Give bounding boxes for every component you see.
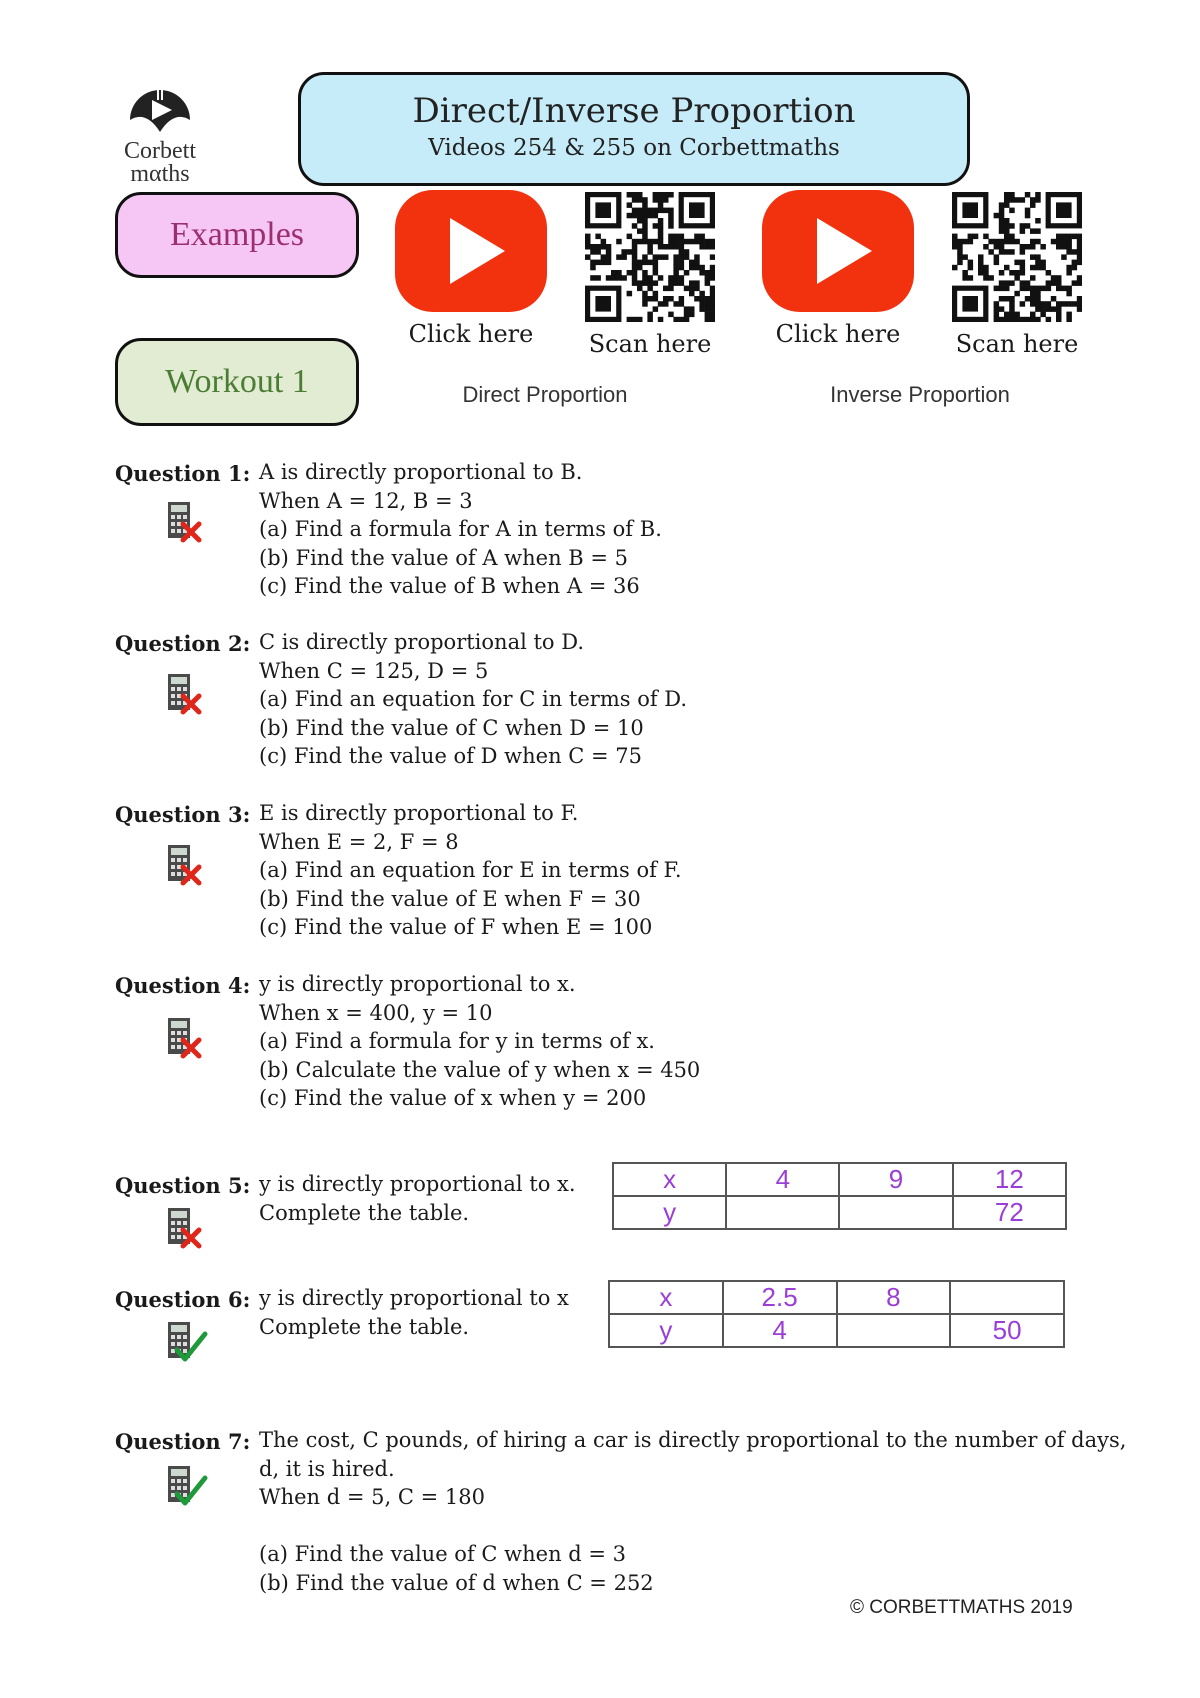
- qr-code-icon: [952, 192, 1082, 322]
- question-line: When d = 5, C = 180: [259, 1485, 485, 1509]
- question-5-text: [259, 1170, 576, 1227]
- table-cell: y: [613, 1196, 726, 1229]
- page-subtitle: Videos 254 & 255 on Corbettmaths: [428, 135, 840, 161]
- question-line: When E = 2, F = 8: [259, 829, 459, 854]
- table-cell: x: [613, 1163, 726, 1196]
- question-line: (b) Find the value of E when F = 30: [259, 886, 641, 911]
- question-line: (a) Find a formula for A in terms of B.: [259, 517, 662, 541]
- calculator-not-allowed-icon: [165, 843, 209, 887]
- question-line: Complete the table.: [259, 1314, 470, 1339]
- question-line: (b) Find the value of C when D = 10: [259, 715, 644, 740]
- table-cell: 4: [723, 1314, 837, 1347]
- question-line: d, it is hired.: [259, 1456, 395, 1481]
- table-cell: 2.5: [723, 1281, 837, 1314]
- question-line: (a) Find an equation for C in terms of D.: [259, 687, 688, 711]
- copyright: © CORBETTMATHS 2019: [850, 1597, 1073, 1618]
- page-title: Direct/Inverse Proportion: [412, 91, 856, 131]
- proportion-table: [612, 1162, 1067, 1230]
- click-here-label[interactable]: Click here: [408, 320, 534, 348]
- corbettmaths-logo: [110, 80, 210, 190]
- title-banner: [298, 72, 970, 186]
- workout-button[interactable]: Workout 1: [115, 338, 359, 426]
- question-line: (b) Find the value of d when C = 252: [259, 1570, 654, 1595]
- question-line: (a) Find the value of C when d = 3: [259, 1542, 627, 1566]
- question-4-text: [259, 970, 700, 1113]
- question-line: [259, 1512, 1126, 1541]
- table-cell: 8: [837, 1281, 951, 1314]
- question-6-text: [259, 1284, 569, 1341]
- calculator-not-allowed-icon: [165, 1016, 209, 1060]
- question-line: (c) Find the value of D when C = 75: [259, 744, 643, 768]
- calculator-not-allowed-icon: [165, 672, 209, 716]
- question-line: E is directly proportional to F.: [259, 801, 579, 825]
- table-cell: 12: [953, 1163, 1066, 1196]
- table-cell: 50: [950, 1314, 1064, 1347]
- scan-here-label: Scan here: [955, 330, 1079, 358]
- qr-code-icon: [585, 192, 715, 322]
- question-line: (c) Find the value of F when E = 100: [259, 915, 653, 939]
- question-line: (b) Calculate the value of y when x = 450: [259, 1057, 701, 1082]
- calculator-allowed-icon: [165, 1320, 209, 1364]
- logo-text-corbett: Corbett: [124, 138, 196, 164]
- question-line: A is directly proportional to B.: [259, 460, 583, 484]
- question-line: Complete the table.: [259, 1200, 470, 1225]
- table-row: [609, 1314, 1064, 1347]
- question-line: y is directly proportional to x: [259, 1286, 569, 1310]
- question-line: When x = 400, y = 10: [259, 1000, 493, 1025]
- question-line: (a) Find an equation for E in terms of F.: [259, 858, 682, 882]
- table-cell: y: [609, 1314, 723, 1347]
- question-7-text: [259, 1426, 1126, 1597]
- question-1-text: [259, 458, 662, 601]
- video-name-inverse: Inverse Proportion: [830, 382, 1010, 407]
- calculator-allowed-icon: [165, 1464, 209, 1508]
- proportion-table: [608, 1280, 1065, 1348]
- question-2-text: [259, 628, 687, 771]
- question-label: Question 7:: [115, 1429, 251, 1454]
- question-label: Question 6:: [115, 1287, 251, 1312]
- table-cell: [839, 1196, 952, 1229]
- question-line: (b) Find the value of A when B = 5: [259, 545, 629, 570]
- question-label: Question 4:: [115, 973, 251, 998]
- logo-text-maths: mαths: [130, 161, 190, 187]
- click-here-label[interactable]: Click here: [775, 320, 901, 348]
- calculator-not-allowed-icon: [165, 500, 209, 544]
- play-video-icon[interactable]: [395, 190, 547, 312]
- question-label: Question 2:: [115, 631, 251, 656]
- question-label: Question 5:: [115, 1173, 251, 1198]
- table-row: [609, 1281, 1064, 1314]
- table-cell: [950, 1281, 1064, 1314]
- question-3-text: [259, 799, 682, 942]
- question-line: The cost, C pounds, of hiring a car is directly proportional to the number of days,: [259, 1428, 1127, 1452]
- question-line: C is directly proportional to D.: [259, 630, 584, 654]
- question-line: (c) Find the value of x when y = 200: [259, 1086, 647, 1110]
- table-cell: 72: [953, 1196, 1066, 1229]
- table-cell: 4: [726, 1163, 839, 1196]
- calculator-not-allowed-icon: [165, 1206, 209, 1250]
- video-name-direct: Direct Proportion: [462, 382, 628, 407]
- table-cell: [726, 1196, 839, 1229]
- question-line: When C = 125, D = 5: [259, 658, 489, 683]
- table-cell: [837, 1314, 951, 1347]
- table-row: [613, 1163, 1066, 1196]
- question-line: When A = 12, B = 3: [259, 488, 473, 513]
- question-line: y is directly proportional to x.: [259, 1172, 576, 1196]
- table-row: [613, 1196, 1066, 1229]
- question-line: (c) Find the value of B when A = 36: [259, 574, 640, 598]
- question-line: y is directly proportional to x.: [259, 972, 576, 996]
- play-video-icon[interactable]: [762, 190, 914, 312]
- table-cell: 9: [839, 1163, 952, 1196]
- question-label: Question 1:: [115, 461, 251, 486]
- logo-emblem-icon: [124, 80, 196, 140]
- scan-here-label: Scan here: [588, 330, 712, 358]
- examples-button[interactable]: Examples: [115, 192, 359, 278]
- question-line: (a) Find a formula for y in terms of x.: [259, 1029, 655, 1053]
- question-label: Question 3:: [115, 802, 251, 827]
- table-cell: x: [609, 1281, 723, 1314]
